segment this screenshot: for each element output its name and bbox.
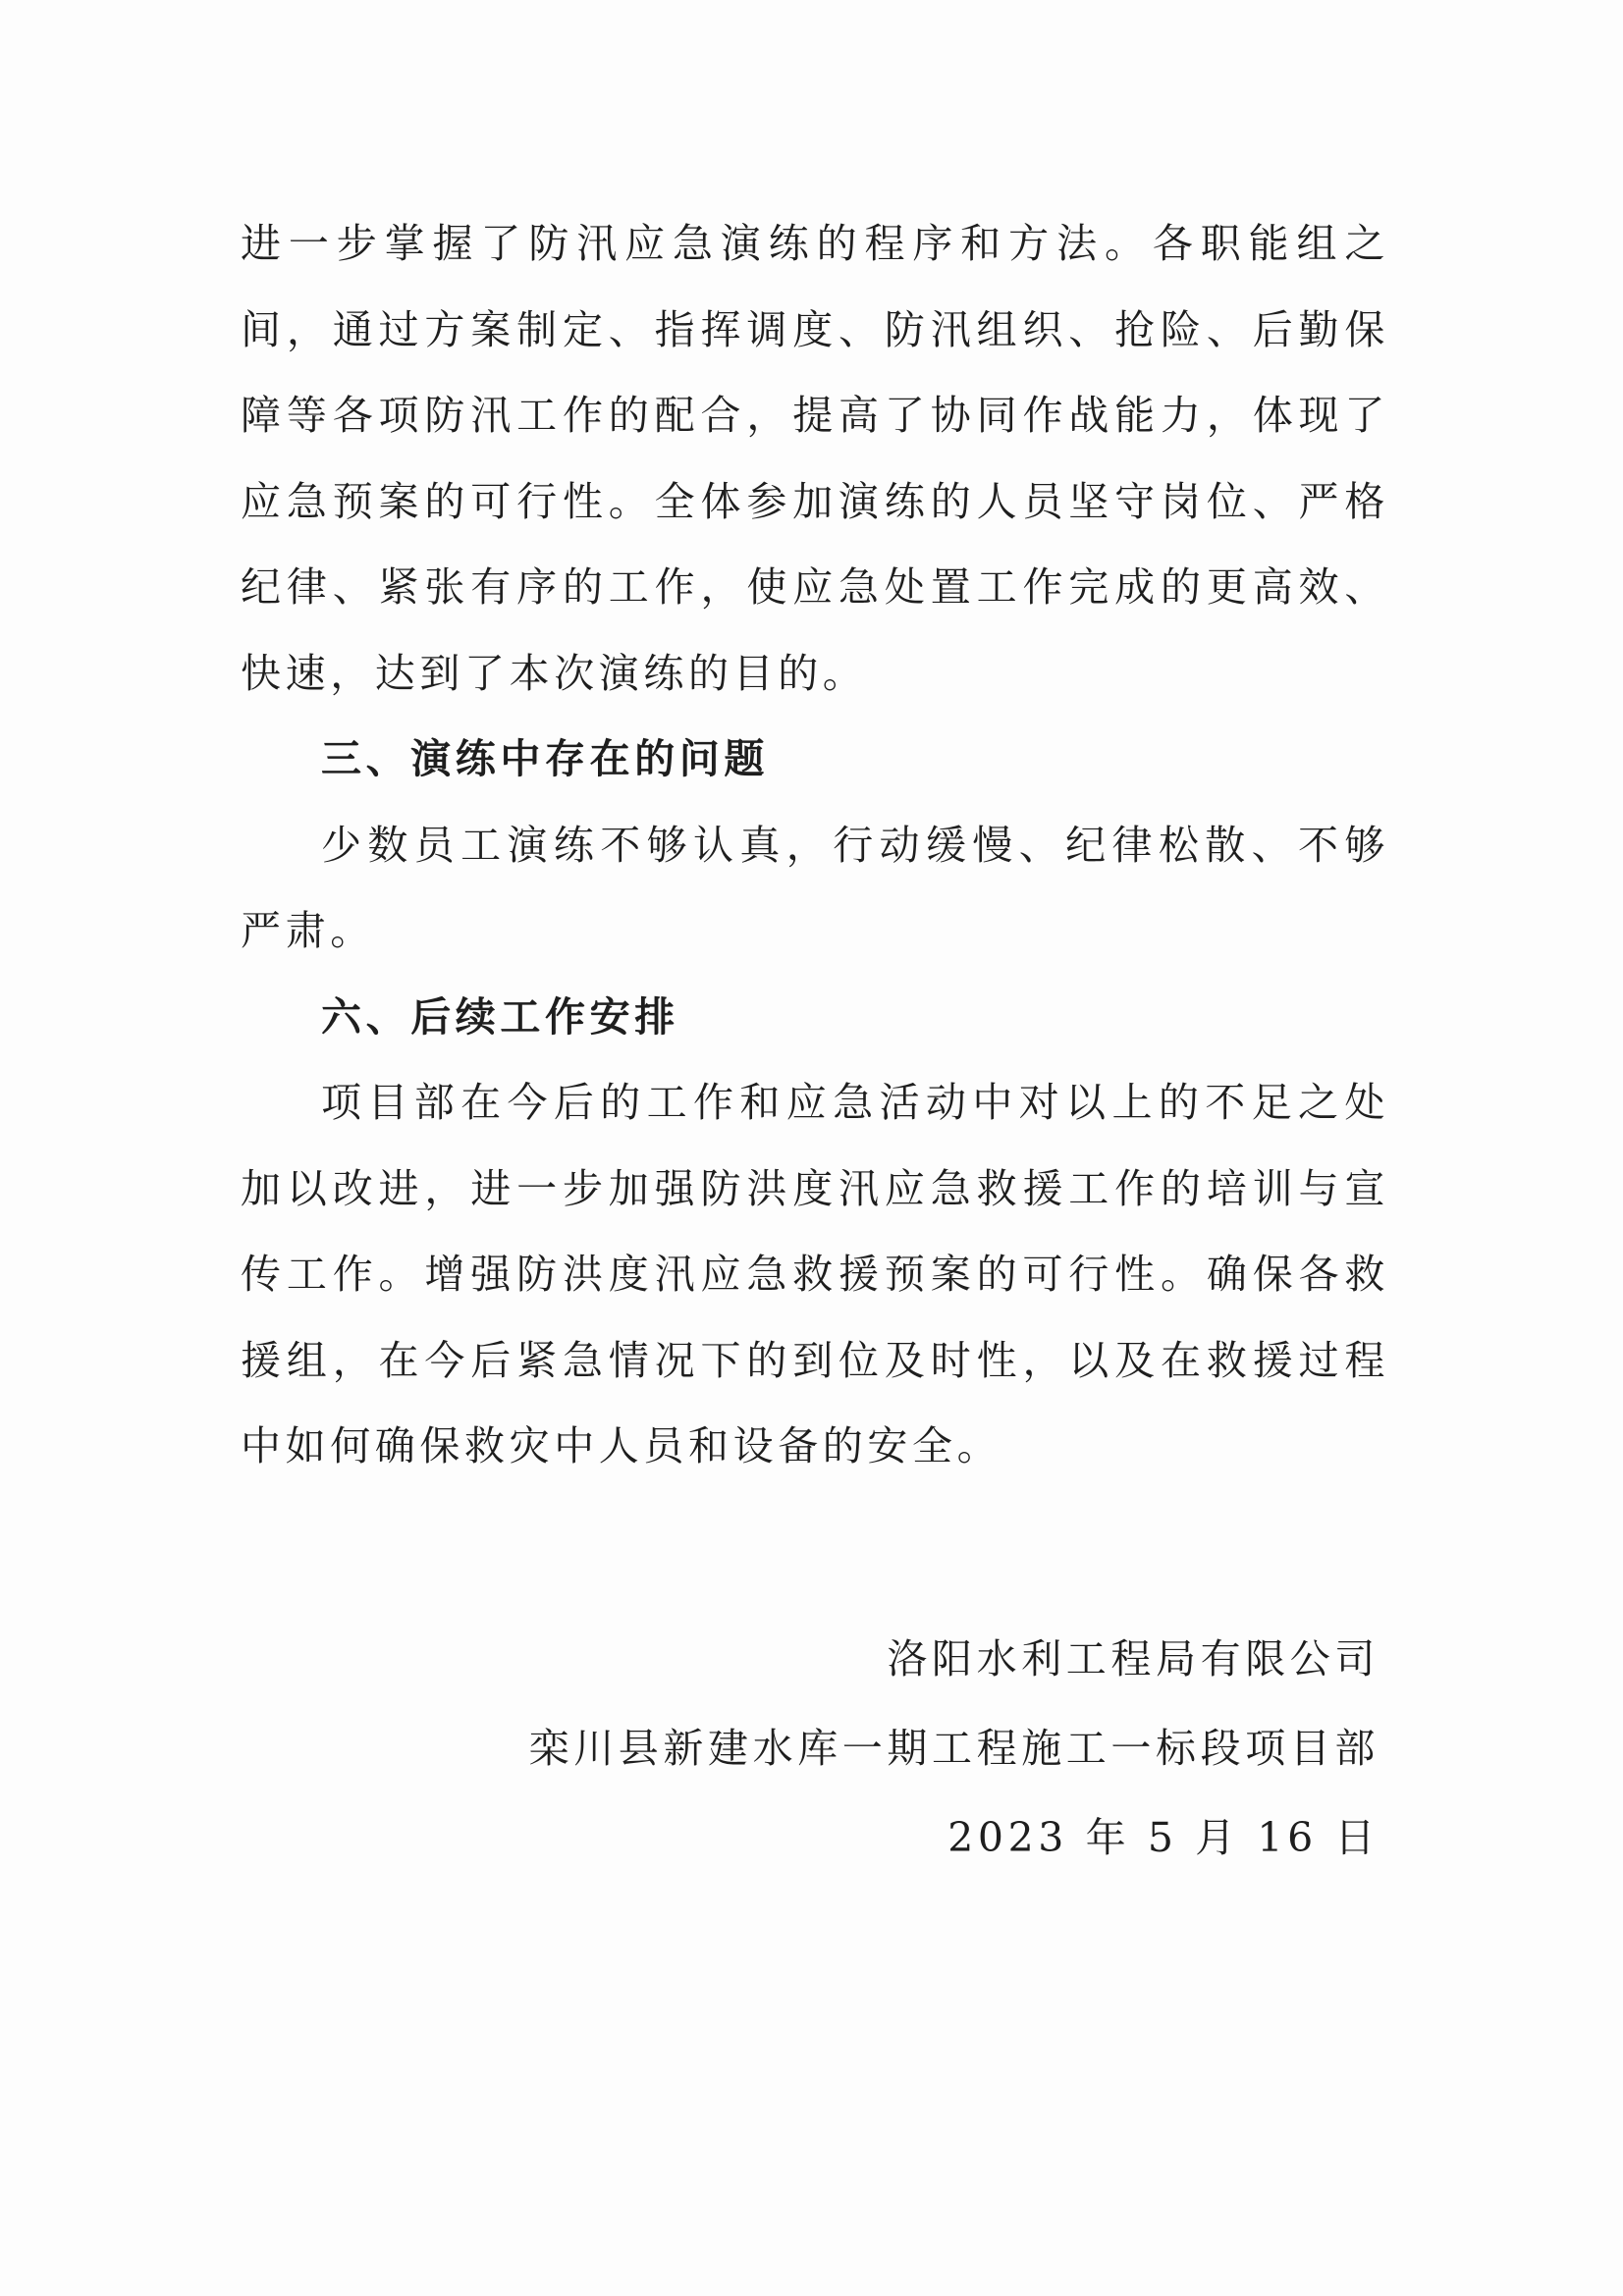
section-heading-problems: 三、演练中存在的问题 xyxy=(321,735,769,782)
paragraph-follow-up: 项目部在今后的工作和应急活动中对以上的不足之处加以改进，进一步加强防洪度汛应急救援工作的培训与宣传工作。增强防洪度汛应急救援预案的可行性。确保各救援组，在今后紧急情况下的到位及时性，以及在救援过程中如何确保救灾中人员和设备的安全。 xyxy=(241,1079,1389,1469)
section-heading-follow-up: 六、后续工作安排 xyxy=(321,992,679,1041)
signature-company: 洛阳水利工程局有限公司 xyxy=(887,1635,1380,1682)
signature-department: 栾川县新建水库一期工程施工一标段项目部 xyxy=(528,1725,1380,1772)
signature-block xyxy=(529,1615,1380,1883)
document-body xyxy=(241,201,1389,1490)
signature-date: 2023 年 5 月 16 日 xyxy=(947,1814,1380,1861)
paragraph-problems: 少数员工演练不够认真，行动缓慢、纪律松散、不够严肃。 xyxy=(241,821,1389,954)
paragraph-continuation: 进一步掌握了防汛应急演练的程序和方法。各职能组之间，通过方案制定、指挥调度、防汛组织、抢险、后勤保障等各项防汛工作的配合，提高了协同作战能力，体现了应急预案的可行性。全体参加演练的人员坚守岗位、严格纪律、紧张有序的工作，使应急处置工作完成的更高效、快速，达到了本次演练的目的。 xyxy=(241,220,1389,697)
